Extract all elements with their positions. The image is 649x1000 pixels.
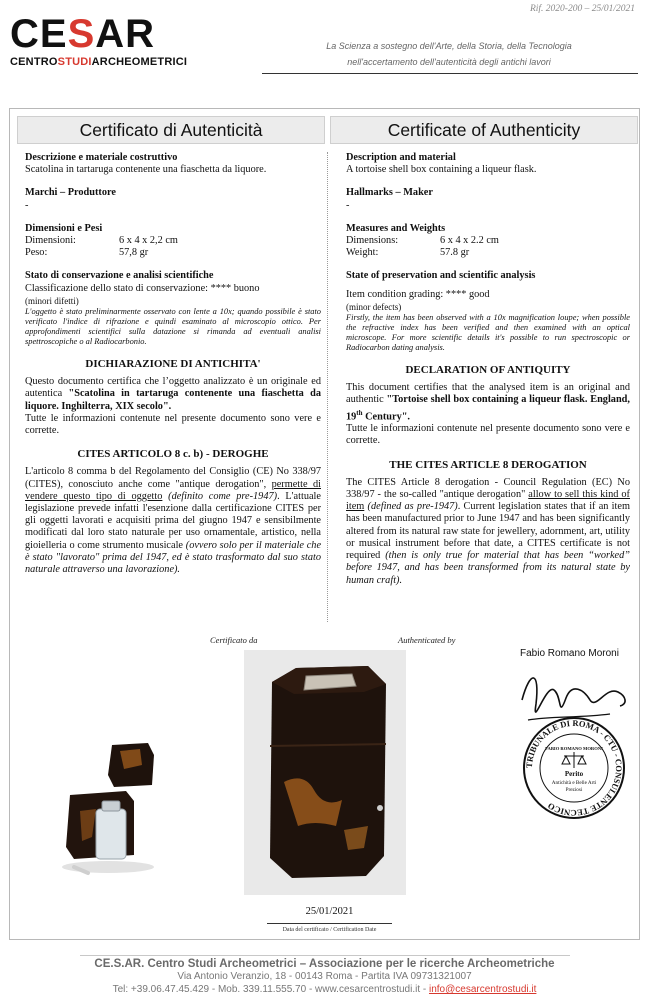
desc-heading: Description and material	[346, 152, 456, 163]
state-note: L'oggetto è stato preliminarmente osservato con lente a 10x; quando possibile è stato verificato l'indice di rifrazione e quindi esaminato al microscopio ottico. Per approfondimenti scientifici sulla datazione si rimanda ad eventuali analisi spettroscopiche o al Radiocarbonio.	[25, 307, 321, 347]
state-heading: State of preservation and scientific analysis	[346, 270, 536, 282]
decl-text-2: Tutte le informazioni contenute nel presente documento sono vere e corrette.	[346, 423, 630, 447]
desc-text: A tortoise shell box containing a liqueur flask.	[346, 164, 537, 176]
cites-heading: THE CITES ARTICLE 8 DEROGATION	[389, 458, 587, 471]
state-grade: Classificazione dello stato di conservazione: **** buono	[25, 282, 260, 294]
decl-text-2: Tutte le informazioni contenute nel presente documento sono vere e corrette.	[25, 412, 321, 437]
certification-date: 25/01/2021	[305, 906, 354, 917]
decl-heading: DECLARATION OF ANTIQUITY	[405, 364, 571, 377]
cites-heading: CITES ARTICOLO 8 c. b) - DEROGHE	[77, 448, 269, 461]
dims-row: Dimensions: 6 x 4 x 2.2 cm	[346, 235, 499, 247]
reference-number: Rif. 2020-200 – 25/01/2021	[529, 4, 635, 14]
decl-heading: DICHIARAZIONE DI ANTICHITA'	[85, 358, 261, 371]
authenticated-by-caption: Authenticated by	[398, 635, 456, 645]
footer-email-link[interactable]: info@cesarcentrostudi.it	[428, 984, 537, 995]
tagline-line-2: nell'accertamento dell'autenticità degli antichi lavori	[347, 57, 551, 67]
signer-name: Fabio Romano Moroni	[520, 648, 619, 659]
logo-subtitle: CENTROSTUDIARCHEOMETRICI	[10, 56, 188, 68]
photo-open-box	[30, 725, 180, 885]
footer-divider	[80, 955, 570, 956]
tagline-divider	[262, 73, 638, 74]
footer	[0, 958, 649, 996]
tagline-line-1: La Scienza a sostegno dell'Arte, della Storia, della Tecnologia	[326, 41, 572, 51]
title-italian: Certificato di Autenticità	[17, 116, 325, 144]
signature-and-seal	[510, 660, 638, 820]
marks-text: -	[25, 199, 29, 211]
footer-org: CE.S.AR. Centro Studi Archeometrici – Associazione per le ricerche Archeometriche	[94, 958, 555, 970]
tagline	[262, 38, 636, 70]
weight-row: Peso: 57,8 gr	[25, 247, 149, 259]
certified-by-caption: Certificato da	[210, 635, 258, 645]
desc-heading: Descrizione e materiale costruttivo	[25, 152, 178, 163]
decl-text: Questo documento certifica che l’oggetto analizzato è un originale ed autentica "Scatolina in tartaruga contenente una fiaschetta da liquore. Inghilterra, XIX secolo".	[25, 376, 321, 412]
dims-heading: Measures and Weights	[346, 222, 446, 234]
state-grade: Item condition grading: **** good	[346, 288, 490, 300]
weight-row: Weight: 57.8 gr	[346, 247, 470, 259]
dims-row: Dimensioni: 6 x 4 x 2,2 cm	[25, 235, 178, 247]
marks-text: -	[346, 199, 350, 211]
seal-line-1: Antichità e Belle Arti	[551, 780, 597, 786]
seal-name: FABIO ROMANO MORONI	[545, 746, 603, 751]
seal-line-2: Preziosi	[565, 787, 583, 793]
date-rule	[267, 923, 392, 924]
marks-heading: Hallmarks – Maker	[346, 187, 433, 199]
marks-heading: Marchi – Produttore	[25, 187, 116, 199]
italian-column	[25, 152, 321, 576]
photo-closed-box	[244, 650, 406, 895]
column-divider	[327, 152, 328, 622]
seal-ring-text: TRIBUNALE DI ROMA - CTU - CONSULENTE TECNICO	[523, 717, 625, 819]
date-caption: Data del certificato / Certification Date	[282, 927, 377, 933]
state-heading: Stato di conservazione e analisi scientifiche	[25, 270, 214, 282]
cesar-logo	[10, 14, 235, 68]
desc-text: Scatolina in tartaruga contenente una fiaschetta da liquore.	[25, 164, 267, 176]
decl-text: This document certifies that the analysed item is an original and authentic "Tortoise shell box containing a liqueur flask. England, 19th Century".	[346, 382, 630, 423]
state-note: Firstly, the item has been observed with a 10x magnification loupe; when possible the refractive index has been verified and then examined with an optical microscope. For more scientific details it's possible to run spectroscopic or Radiocarbon dating analysis.	[346, 313, 630, 353]
english-column	[346, 152, 630, 587]
state-minor: (minori difetti)	[25, 295, 79, 306]
footer-address: Via Antonio Veranzio, 18 - 00143 Roma - Partita IVA 09731321007	[177, 971, 472, 982]
seal-role: Perito	[564, 770, 584, 778]
title-english: Certificate of Authenticity	[330, 116, 638, 144]
dims-heading: Dimensioni e Pesi	[25, 222, 103, 234]
footer-contacts: Tel: +39.06.47.45.429 - Mob. 339.11.555.70 - www.cesarcentrostudi.it - info@cesarcentrostudi.it	[112, 984, 537, 995]
cites-text: L'articolo 8 comma b del Regolamento del Consiglio (CE) No 338/97 (CITES), conosciuto anche come "antique derogation", permette di vendere questo tipo di oggetto (definito come pre-1947). L'attuale legislazione prevede infatti l'esenzione dalla certificazione CITES per gli oggetti lavorati e acquisiti prima del giugno 1947 e sensibilmente modificati dal loro stato naturale per uso ornamentale, artistico, nella gioielleria o come strumento musicale (ovvero solo per il materiale che è stato "lavorato" prima del 1947, ed è stato trasformato dal suo stato naturale attraverso una lavorazione).	[25, 466, 322, 576]
cites-text: The CITES Article 8 derogation - Council Regulation (EC) No 338/97 - the so-called "antique derogation" allow to sell this kind of item (defined as pre-1947). Current legislation states that if an item has been manufactured prior to June 1947 and has been significantly altered from its natural raw state for jewellery, adornment, art, utility or musical instrument before that date, a CITES certificate is not required (then is only true for material that has been “worked” before 1947, and has been transformed from its natural state by human craft).	[346, 476, 630, 586]
logo-wordmark: CESAR	[10, 12, 156, 56]
state-minor: (minor defects)	[346, 301, 402, 312]
